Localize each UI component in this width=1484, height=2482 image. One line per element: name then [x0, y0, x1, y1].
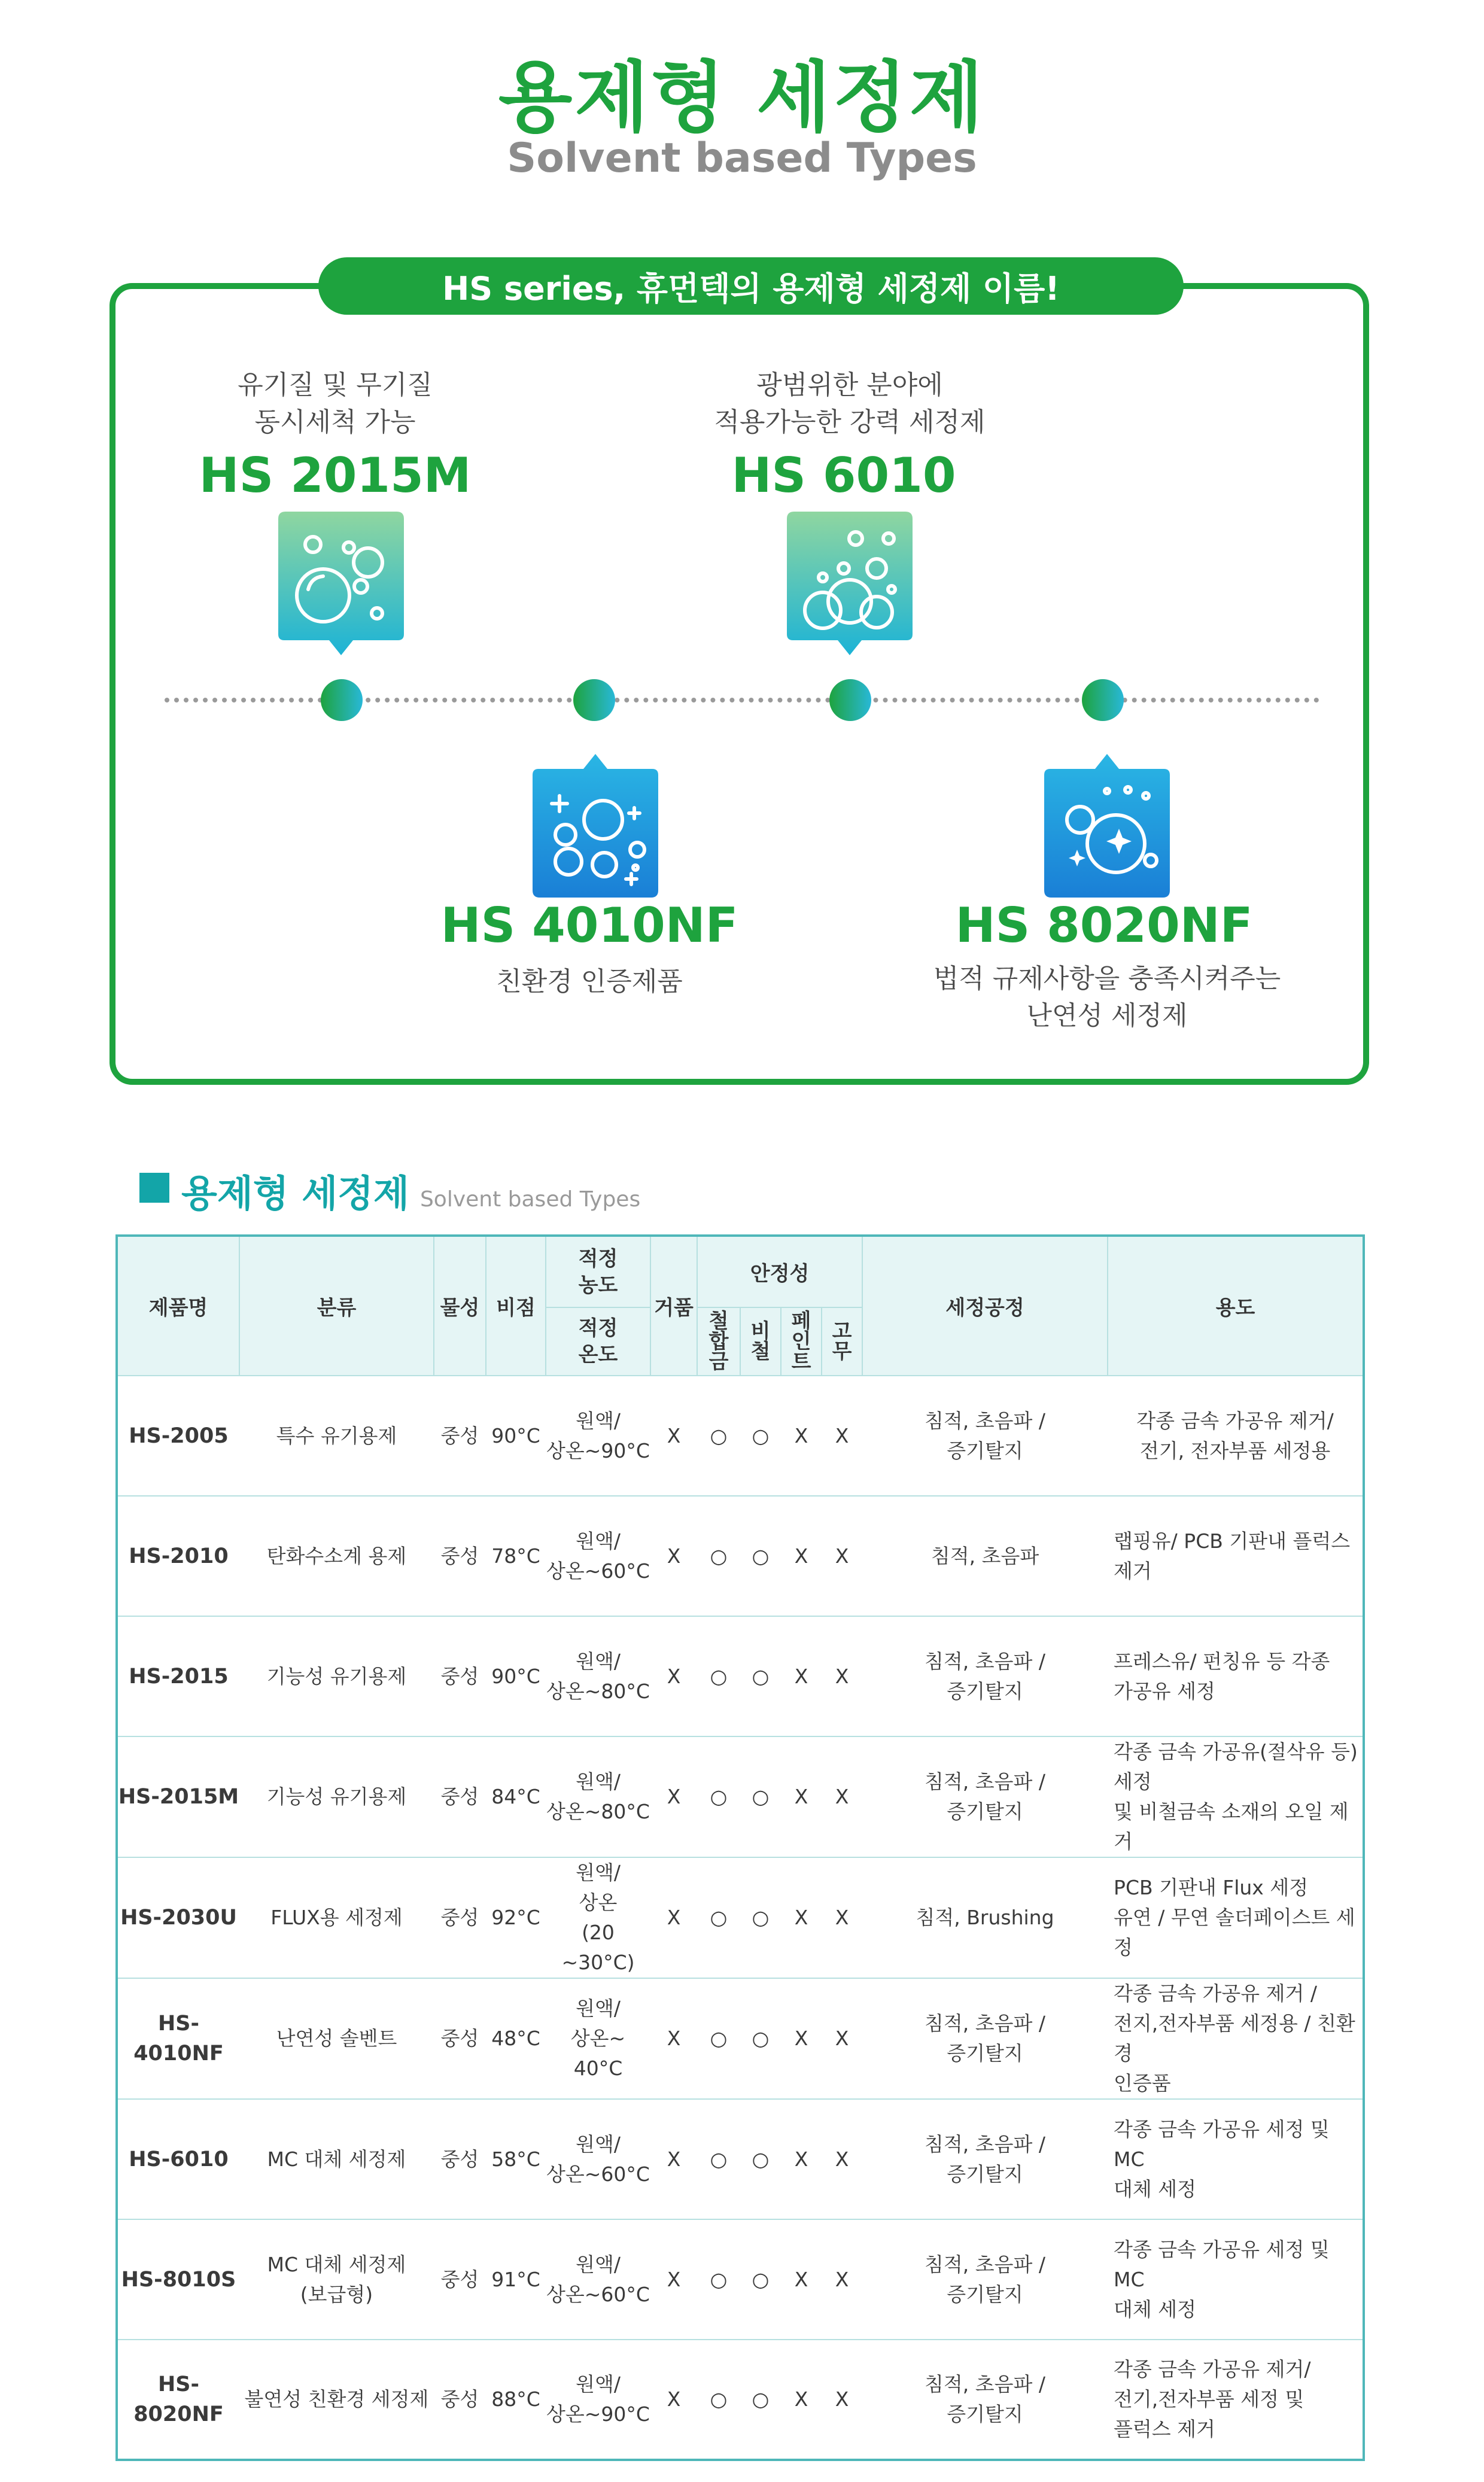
cell-stability-paint: X [781, 1376, 822, 1496]
cell-conc-temp [546, 2099, 650, 2219]
cell-property: 중성 [434, 2099, 486, 2219]
cell-usage-line: 플럭스 제거 [1114, 2417, 1215, 2441]
cell-stability-nonferrous: ○ [740, 1376, 781, 1496]
feature-desc-6010 [640, 367, 1059, 441]
cell-category [239, 1978, 434, 2099]
cell-usage-line: 가공유 세정 [1114, 1679, 1215, 1703]
cell-usage-line: 전지,전자부품 세정용 / 친환경 [1114, 2012, 1355, 2065]
cell-stability-ferrous: ○ [697, 2099, 740, 2219]
table-row [117, 2099, 1364, 2219]
cell-usage [1108, 1736, 1364, 1857]
cell-usage-line: PCB 기판내 Flux 세정 [1114, 1876, 1309, 1899]
cell-usage-line: 제거 [1114, 1559, 1152, 1583]
shine-bubbles-icon [1044, 754, 1170, 898]
cell-foam: X [650, 2099, 697, 2219]
cell-stability-nonferrous: ○ [740, 2099, 781, 2219]
cell-stability-rubber: X [822, 1496, 862, 1616]
bubbles-icon [278, 512, 404, 655]
cell-product: HS-2015M [117, 1736, 239, 1857]
cell-product: HS-2015 [117, 1616, 239, 1736]
cell-usage-line: 대체 세정 [1114, 2177, 1197, 2201]
cell-process-line: 증기탈지 [947, 1679, 1023, 1703]
cell-stability-nonferrous: ○ [740, 1616, 781, 1736]
cell-category-line: 난연성 솔벤트 [276, 2027, 397, 2050]
cell-process [862, 2219, 1108, 2340]
cell-conc-temp-line: 원액/ [576, 1649, 621, 1673]
cell-process [862, 1978, 1108, 2099]
cell-process-line: 침적, 초음파 / [925, 2012, 1046, 2035]
cell-process-line: 침적, 초음파 / [925, 2372, 1046, 2396]
cell-product: HS-2010 [117, 1496, 239, 1616]
feature-desc-line: 법적 규제사항을 충족시켜주는 [933, 963, 1281, 994]
cell-process-line: 침적, 초음파 / [925, 1649, 1046, 1673]
cell-stability-ferrous: ○ [697, 1736, 740, 1857]
cell-process-line: 증기탈지 [947, 2162, 1023, 2186]
feature-name-4010nf: HS 4010NF [440, 898, 738, 953]
cell-property: 중성 [434, 1376, 486, 1496]
feature-desc-8020nf [898, 960, 1316, 1035]
cell-category-line: 불연성 친환경 세정제 [244, 2387, 429, 2411]
cell-process-line: 침적, Brushing [916, 1906, 1054, 1929]
cell-stability-paint: X [781, 1496, 822, 1616]
header-stability-paint: 페 인 트 [781, 1307, 822, 1376]
cell-boiling: 84°C [486, 1736, 546, 1857]
cell-process-line: 침적, 초음파 / [925, 2132, 1046, 2156]
cell-usage [1108, 2219, 1364, 2340]
cell-property: 중성 [434, 1857, 486, 1978]
cell-foam: X [650, 1736, 697, 1857]
feature-desc-line: 광범위한 분야에 [756, 370, 943, 400]
product-spec-table [115, 1234, 1365, 2461]
header-usage: 용도 [1108, 1236, 1364, 1376]
feature-desc-line: 난연성 세정제 [1026, 1000, 1188, 1031]
timeline-dot [573, 679, 615, 721]
cell-process [862, 1496, 1108, 1616]
feature-desc-line: 유기질 및 무기질 [238, 370, 433, 400]
header-foam: 거품 [650, 1236, 697, 1376]
cell-stability-ferrous: ○ [697, 2219, 740, 2340]
cell-boiling: 88°C [486, 2340, 546, 2460]
cell-process [862, 2340, 1108, 2460]
cell-process [862, 2099, 1108, 2219]
timeline-dot [829, 679, 871, 721]
cell-category-line: MC 대체 세정제 [267, 2252, 406, 2276]
cell-category [239, 1376, 434, 1496]
cell-usage-line: 각종 금속 가공유(절삭유 등) 세정 [1114, 1740, 1358, 1793]
cell-process [862, 1857, 1108, 1978]
table-row [117, 1736, 1364, 1857]
cell-property: 중성 [434, 1736, 486, 1857]
header-boiling: 비점 [486, 1236, 546, 1376]
cell-usage [1108, 2340, 1364, 2460]
feature-name-8020nf: HS 8020NF [955, 898, 1253, 953]
cell-product: HS-4010NF [117, 1978, 239, 2099]
foam-bubbles-icon [787, 512, 913, 655]
header-temperature [546, 1307, 650, 1376]
cell-category-line: 특수 유기용제 [276, 1424, 397, 1447]
cell-stability-nonferrous: ○ [740, 1496, 781, 1616]
cell-boiling: 90°C [486, 1616, 546, 1736]
feature-desc-2015m [126, 367, 545, 441]
cell-usage [1108, 1376, 1364, 1496]
table-row [117, 1616, 1364, 1736]
header-stability-ferrous: 철 합 금 [697, 1307, 740, 1376]
cell-process-line: 증기탈지 [947, 2282, 1023, 2306]
header-property: 물성 [434, 1236, 486, 1376]
header-line: 적정 [578, 1316, 618, 1340]
cell-conc-temp-line: 원액/ [576, 1997, 621, 2020]
cell-category [239, 2340, 434, 2460]
cell-stability-paint: X [781, 1616, 822, 1736]
cell-conc-temp-line: 상온~90°C [546, 2402, 650, 2426]
header-stability-nonferrous: 비 철 [740, 1307, 781, 1376]
cell-usage [1108, 2099, 1364, 2219]
page-title: 용제형 세정제 [498, 53, 986, 142]
cell-boiling: 78°C [486, 1496, 546, 1616]
cell-product: HS-6010 [117, 2099, 239, 2219]
section-title: 용제형 세정제 [181, 1172, 409, 1215]
header-category: 분류 [239, 1236, 434, 1376]
cell-stability-paint: X [781, 2340, 822, 2460]
cell-usage-line: 및 비철금속 소재의 오일 제거 [1114, 1800, 1349, 1853]
cell-foam: X [650, 1857, 697, 1978]
cell-product: HS-2030U [117, 1857, 239, 1978]
cell-category [239, 2099, 434, 2219]
cell-stability-ferrous: ○ [697, 2340, 740, 2460]
cell-usage-line: 프레스유/ 펀칭유 등 각종 [1114, 1649, 1330, 1673]
cell-stability-nonferrous: ○ [740, 2340, 781, 2460]
cell-usage-line: 각종 금속 가공유 세정 및 MC [1114, 2117, 1330, 2171]
cell-stability-nonferrous: ○ [740, 1736, 781, 1857]
cell-conc-temp-line: 원액/ [576, 1529, 621, 1553]
header-stability: 안정성 [697, 1236, 862, 1307]
cell-process-line: 증기탈지 [947, 1438, 1023, 1462]
square-bullet-icon [139, 1173, 169, 1203]
cell-stability-paint: X [781, 2099, 822, 2219]
cell-category-line: 기능성 유기용제 [266, 1785, 407, 1808]
cell-stability-ferrous: ○ [697, 1978, 740, 2099]
cell-category-line: FLUX용 세정제 [270, 1906, 403, 1929]
cell-boiling: 92°C [486, 1857, 546, 1978]
cell-stability-paint: X [781, 1736, 822, 1857]
cell-stability-rubber: X [822, 1736, 862, 1857]
cell-conc-temp-line: 원액/ [576, 1770, 621, 1793]
table-row [117, 1496, 1364, 1616]
cell-conc-temp-line: 상온 [579, 1891, 618, 1914]
cell-boiling: 91°C [486, 2219, 546, 2340]
cell-usage-line: 전기,전자부품 세정 및 [1114, 2387, 1304, 2411]
header-line: 적정 [578, 1246, 618, 1271]
cell-product: HS-8020NF [117, 2340, 239, 2460]
cell-property: 중성 [434, 2219, 486, 2340]
feature-desc-line: 동시세척 가능 [254, 407, 416, 437]
cell-process [862, 1616, 1108, 1736]
cell-foam: X [650, 1616, 697, 1736]
cell-property: 중성 [434, 2340, 486, 2460]
cell-category [239, 1616, 434, 1736]
series-banner: HS series, 휴먼텍의 용제형 세정제 이름! [318, 257, 1184, 315]
cell-process-line: 증기탈지 [947, 2042, 1023, 2065]
table-row [117, 1978, 1364, 2099]
cell-stability-nonferrous: ○ [740, 2219, 781, 2340]
cell-foam: X [650, 1496, 697, 1616]
cell-conc-temp [546, 1978, 650, 2099]
cell-foam: X [650, 2340, 697, 2460]
cell-stability-nonferrous: ○ [740, 1978, 781, 2099]
cell-boiling: 90°C [486, 1376, 546, 1496]
cell-conc-temp [546, 1496, 650, 1616]
cell-category-line: 탄화수소계 용제 [266, 1544, 407, 1568]
cell-stability-ferrous: ○ [697, 1857, 740, 1978]
cell-property: 중성 [434, 1616, 486, 1736]
cell-stability-paint: X [781, 2219, 822, 2340]
table-body [117, 1376, 1364, 2460]
cell-conc-temp [546, 1376, 650, 1496]
cell-conc-temp-line: 원액/ [576, 2252, 621, 2276]
cell-process-line: 침적, 초음파 / [925, 2252, 1046, 2276]
cell-usage-line: 유연 / 무연 솔더페이스트 세정 [1114, 1906, 1355, 1959]
cell-conc-temp-line: 원액/ [576, 2372, 621, 2396]
cell-foam: X [650, 2219, 697, 2340]
cell-usage [1108, 1616, 1364, 1736]
cell-process-line: 증기탈지 [947, 1800, 1023, 1823]
cell-conc-temp-line: 상온~60°C [546, 1559, 650, 1583]
header-product: 제품명 [117, 1236, 239, 1376]
cell-stability-rubber: X [822, 2340, 862, 2460]
cell-stability-rubber: X [822, 2219, 862, 2340]
cell-category [239, 1736, 434, 1857]
cell-stability-rubber: X [822, 1376, 862, 1496]
cell-stability-ferrous: ○ [697, 1496, 740, 1616]
cell-conc-temp [546, 2219, 650, 2340]
header-concentration [546, 1236, 650, 1307]
cell-category [239, 1496, 434, 1616]
timeline-dot [321, 679, 363, 721]
table-row [117, 2219, 1364, 2340]
page-subtitle: Solvent based Types [507, 135, 977, 182]
cell-conc-temp-line: (20 ~30°C) [561, 1921, 635, 1974]
cell-boiling: 48°C [486, 1978, 546, 2099]
cell-usage-line: 대체 세정 [1114, 2297, 1197, 2321]
sparkle-bubbles-icon [533, 754, 658, 898]
cell-conc-temp-line: 상온~80°C [546, 1679, 650, 1703]
cell-usage-line: 각종 금속 가공유 제거/ [1114, 2358, 1311, 2381]
cell-stability-ferrous: ○ [697, 1376, 740, 1496]
feature-desc-line: 친환경 인증제품 [496, 966, 683, 997]
cell-usage-line: 랩핑유/ PCB 기판내 플럭스 [1114, 1529, 1351, 1553]
table-row [117, 1376, 1364, 1496]
feature-name-2015m: HS 2015M [199, 448, 472, 503]
cell-category-line: (보급형) [300, 2282, 373, 2306]
cell-process-line: 침적, 초음파 / [925, 1770, 1046, 1793]
header-stability-rubber: 고 무 [822, 1307, 862, 1376]
cell-process-line: 침적, 초음파 / [925, 1409, 1046, 1432]
cell-process [862, 1376, 1108, 1496]
cell-stability-rubber: X [822, 1857, 862, 1978]
section-heading [139, 1164, 641, 1215]
cell-conc-temp-line: 상온~ 40°C [570, 2027, 626, 2080]
feature-desc-line: 적용가능한 강력 세정제 [714, 407, 986, 437]
cell-usage-line: 각종 금속 가공유 제거 / [1114, 1982, 1318, 2005]
cell-conc-temp [546, 2340, 650, 2460]
feature-name-6010: HS 6010 [731, 448, 956, 503]
cell-conc-temp-line: 원액/ [576, 1409, 621, 1432]
table-row [117, 2340, 1364, 2460]
cell-conc-temp-line: 상온~90°C [546, 1438, 650, 1462]
header-line: 농도 [578, 1273, 618, 1297]
cell-usage-line: 전기, 전자부품 세정용 [1139, 1438, 1331, 1462]
cell-usage-line: 각종 금속 가공유 세정 및 MC [1114, 2237, 1330, 2291]
section-subtitle: Solvent based Types [419, 1187, 641, 1212]
cell-stability-rubber: X [822, 2099, 862, 2219]
cell-product: HS-8010S [117, 2219, 239, 2340]
cell-conc-temp-line: 상온~60°C [546, 2162, 650, 2186]
cell-stability-ferrous: ○ [697, 1616, 740, 1736]
cell-usage [1108, 1857, 1364, 1978]
cell-category-line: 기능성 유기용제 [266, 1664, 407, 1688]
cell-usage-line: 각종 금속 가공유 제거/ [1136, 1409, 1334, 1432]
cell-boiling: 58°C [486, 2099, 546, 2219]
cell-usage-line: 인증품 [1114, 2072, 1171, 2095]
header-line: 온도 [578, 1343, 618, 1367]
header-process: 세정공정 [862, 1236, 1108, 1376]
cell-usage [1108, 1978, 1364, 2099]
cell-stability-nonferrous: ○ [740, 1857, 781, 1978]
timeline-dot [1082, 679, 1124, 721]
cell-property: 중성 [434, 1496, 486, 1616]
cell-conc-temp-line: 상온~60°C [546, 2282, 650, 2306]
cell-category [239, 2219, 434, 2340]
cell-stability-paint: X [781, 1978, 822, 2099]
cell-stability-paint: X [781, 1857, 822, 1978]
cell-foam: X [650, 1376, 697, 1496]
cell-process [862, 1736, 1108, 1857]
cell-conc-temp-line: 원액/ [576, 2132, 621, 2156]
table-row [117, 1857, 1364, 1978]
cell-property: 중성 [434, 1978, 486, 2099]
cell-foam: X [650, 1978, 697, 2099]
cell-stability-rubber: X [822, 1978, 862, 2099]
cell-conc-temp [546, 1616, 650, 1736]
cell-conc-temp-line: 원액/ [576, 1861, 621, 1884]
cell-process-line: 증기탈지 [947, 2402, 1023, 2426]
cell-stability-rubber: X [822, 1616, 862, 1736]
cell-category [239, 1857, 434, 1978]
cell-conc-temp [546, 1857, 650, 1978]
cell-process-line: 침적, 초음파 [930, 1544, 1039, 1568]
cell-conc-temp [546, 1736, 650, 1857]
cell-conc-temp-line: 상온~80°C [546, 1800, 650, 1823]
feature-desc-4010nf [380, 963, 799, 1000]
cell-product: HS-2005 [117, 1376, 239, 1496]
cell-usage [1108, 1496, 1364, 1616]
cell-category-line: MC 대체 세정제 [267, 2147, 406, 2171]
